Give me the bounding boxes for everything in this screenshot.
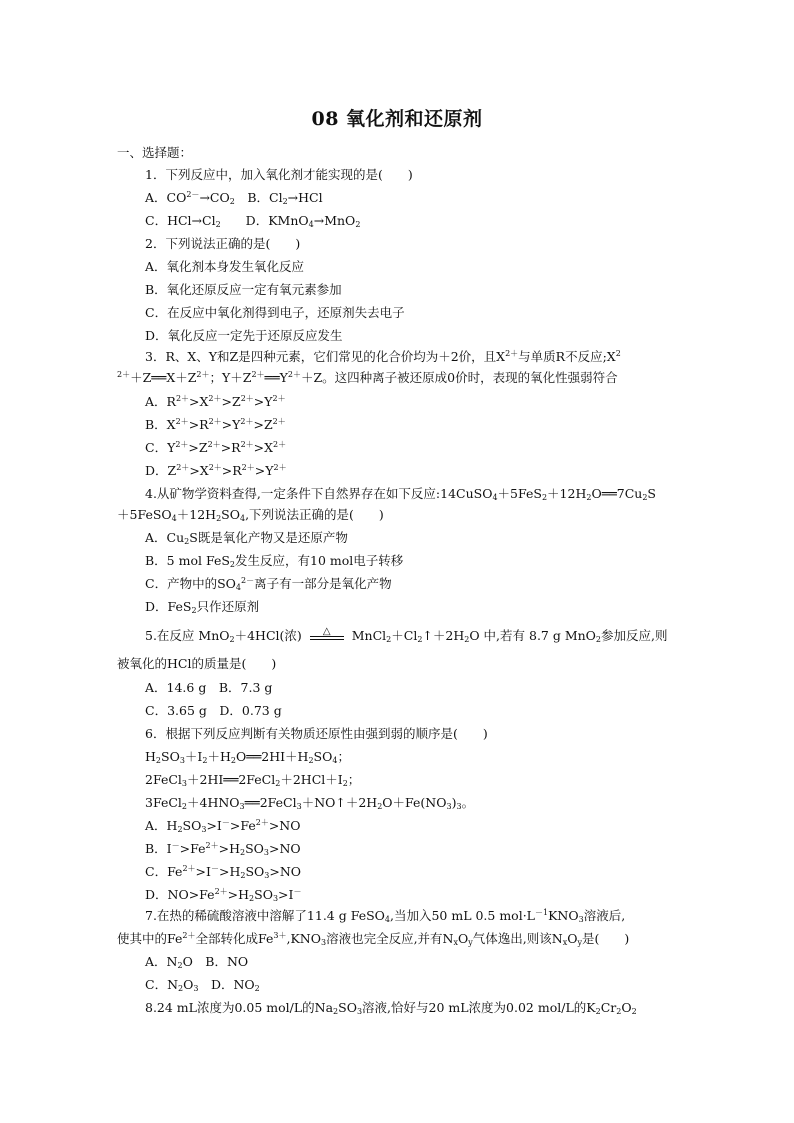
page-title: 08 氧化剂和还原剂 (311, 108, 483, 130)
question-2-stem: 2．下列说法正确的是( ) (145, 236, 301, 251)
question-1-options-cd: C．$HCl\to Cl_2$ D．KMnO$_4$→MnO$_2$ (145, 213, 361, 229)
question-1-stem: 1．下列反应中，加入氧化剂才能实现的是( ) (145, 167, 413, 182)
question-3-option-c: C．$Y^{2+}>Z^{2+}>R^{2+}>X^{2+}$ (145, 440, 287, 455)
question-6-reaction-3: $3FeCl_2+4HNO_3══2FeCl_3+NO↑+2H_2O+Fe(NO_3)_3$。 (145, 795, 475, 811)
question-5-stem-line2: 被氧化的HCl的质量是( ) (117, 656, 277, 671)
question-7-options-ab: A．$N_2O$ B．NO (145, 954, 249, 970)
question-6-option-c: C．$Fe^{2+}>I^->H_2SO_3>NO$ (145, 864, 302, 880)
question-3-option-b: B．$X^{2+}>R^{2+}>Y^{2+}>Z^{2+}$ (145, 417, 286, 432)
question-5-options-ab: A．14.6 g B．7.3 g (145, 680, 273, 695)
question-3-stem-line1: 3．R、X、Y和Z是四种元素，它们常见的化合价均为＋2价，且$X^{2+}$与单质R不反应$;X^2$ (145, 349, 621, 364)
question-7-options-cd: C．$N_2O_3$ D．$NO_2$ (145, 977, 260, 993)
question-7-stem-line1: 7.在热的稀硫酸溶液中溶解了11.4 g FeSO$_4$,当加入50 mL 0.5 $mol\cdot L^{-1}KNO_3$溶液后, (145, 908, 626, 924)
question-6-option-b: B．$I^->Fe^{2+}>H_2SO_3>NO$ (145, 841, 301, 857)
question-3-option-a: A．$R^{2+}>X^{2+}>Z^{2+}>Y^{2+}$ (145, 394, 286, 409)
question-3-option-d: D．$Z^{2+}>X^{2+}>R^{2+}>Y^{2+}$ (145, 463, 287, 478)
question-4-option-b: B．5 mol FeS$_2$发生反应，有10 mol电子转移 (145, 553, 404, 569)
question-2-option-c: C．在反应中氧化剂得到电子，还原剂失去电子 (145, 305, 405, 320)
section-heading: 一、选择题： (117, 145, 193, 160)
question-4-option-d: D．FeS$_2$只作还原剂 (145, 599, 260, 615)
question-4-option-c: C．产物中的$SO_4^{2-}$离子有一部分是氧化产物 (145, 576, 392, 592)
question-7-stem-line2: 使其中的$Fe^{2+}$全部转化成$Fe^{3+},KNO_3$溶液也完全反应,并有$N_xO_y$气体逸出,则该$N_xO_y$是( ) (117, 931, 630, 947)
question-4-stem-line1: 4.从矿物学资料查得,一定条件下自然界存在如下反应$:14CuSO_4+5FeS_2+12H_2O══7Cu_2S$ (145, 486, 656, 502)
question-6-option-a: A．$H_2SO_3>I^->Fe^{2+}>NO$ (145, 818, 301, 834)
question-6-option-d: D．$NO>Fe^{2+}>H_2SO_3>I^-$ (145, 887, 302, 903)
question-5-options-cd: C．3.65 g D．0.73 g (145, 703, 282, 718)
question-2-option-d: D．氧化反应一定先于还原反应发生 (145, 328, 343, 343)
question-1-options-ab: A．$CO^{2-}\to CO_2$ B．$Cl_2\to HCl$ (145, 190, 323, 206)
question-4-stem-line2: $+5FeSO_4+12H_2SO_4$,下列说法正确的是( ) (117, 507, 384, 523)
heating-condition-sign: △ (310, 633, 344, 640)
question-3-stem-line2: $^{2+}+Z══X+Z^{2+}$；$Y+Z^{2+}══Y^{2+}+Z$。这四种离子被还原成0价时，表现的氧化性强弱符合 (117, 370, 618, 385)
question-8-stem-line1: 8.24 mL浓度为0.05 mol/L的$Na_2SO_3$溶液,恰好与20 mL浓度为0.02 mol/L的$K_2Cr_2O_2$ (145, 1000, 637, 1016)
question-6-reaction-1: $H_2SO_3+I_2+H_2O══2HI+H_2SO_4$； (145, 749, 350, 765)
question-2-option-a: A．氧化剂本身发生氧化反应 (145, 259, 305, 274)
question-6-stem: 6．根据下列反应判断有关物质还原性由强到弱的顺序是( ) (145, 726, 488, 741)
question-4-option-a: A．$Cu_2S$既是氧化产物又是还原产物 (145, 530, 348, 546)
question-5-stem-line1: 5.在反应 MnO$_2$＋4HCl(浓) △ $MnCl_2+Cl_2↑+2H_2O$ 中,若有 8.7 g MnO$_2$参加反应,则 (145, 626, 668, 644)
question-2-option-b: B．氧化还原反应一定有氧元素参加 (145, 282, 342, 297)
question-6-reaction-2: $2FeCl_3+2HI══2FeCl_2+2HCl+I_2$； (145, 772, 361, 788)
